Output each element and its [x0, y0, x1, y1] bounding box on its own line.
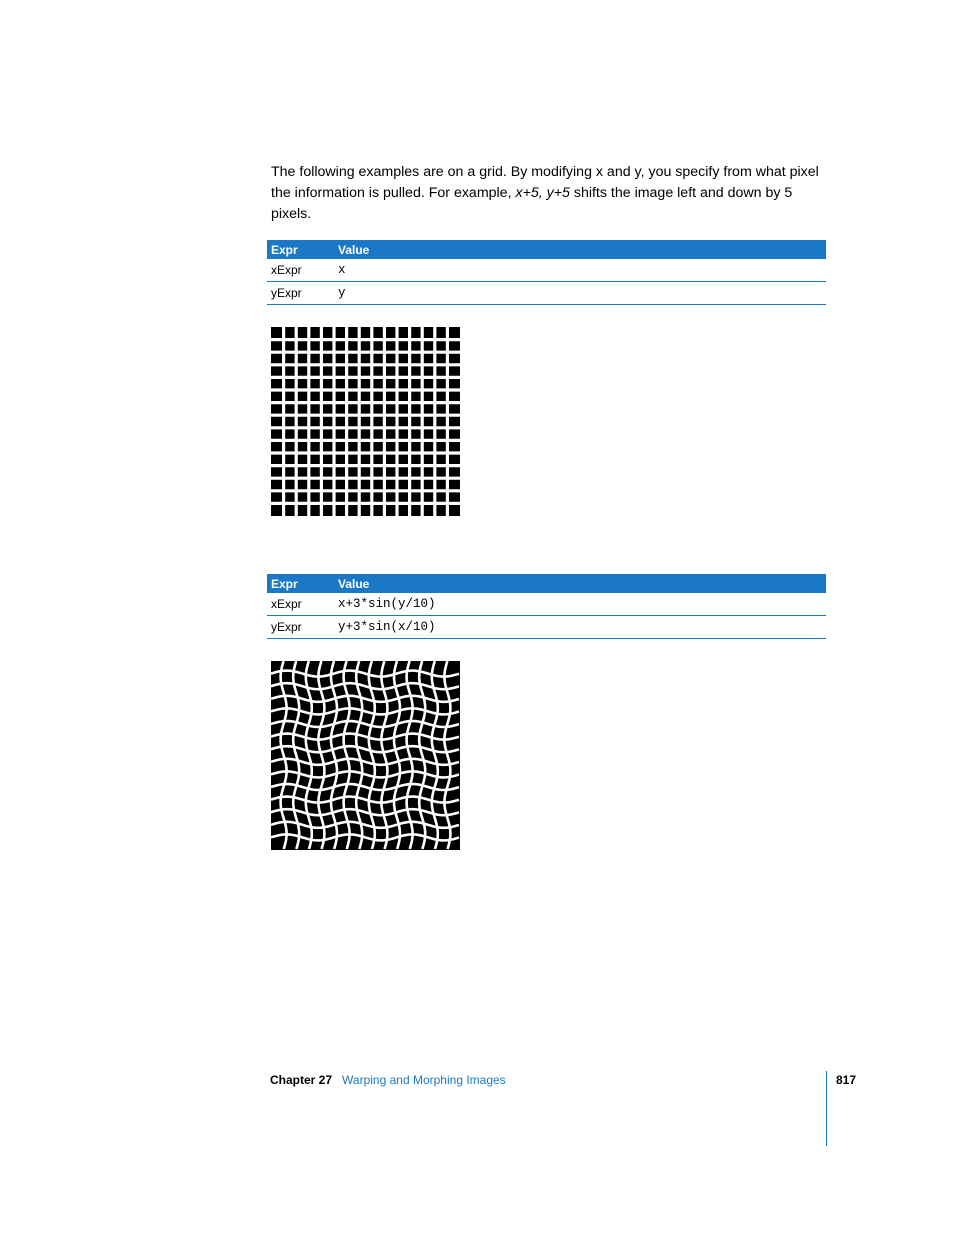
row-expr: xExpr: [267, 259, 334, 282]
intro-text-before: The following examples are on a grid. By modifying x and y, you specify from what pixel the information is pulled. For example,: [271, 164, 819, 201]
table-header-row: [267, 574, 826, 593]
header-expr: Expr: [267, 574, 334, 593]
header-expr: Expr: [267, 240, 334, 259]
row-expr: yExpr: [267, 282, 334, 305]
grid-background: [271, 327, 460, 516]
intro-text-after: shifts the image left and down by 5 pixels.: [271, 185, 793, 222]
table-header-row: [267, 240, 826, 259]
row-value: y: [334, 282, 826, 305]
header-value: Value: [334, 574, 826, 593]
table-row: [267, 593, 826, 616]
footer: [270, 1073, 506, 1087]
warped-grid-image: [271, 661, 460, 850]
row-value: y+3*sin(x/10): [334, 616, 826, 639]
expr-table-sine-warp: [267, 574, 826, 639]
expr-table-identity: [267, 240, 826, 305]
plain-grid-image: [271, 327, 460, 516]
chapter-label: Chapter 27: [270, 1073, 333, 1087]
row-value: x+3*sin(y/10): [334, 593, 826, 616]
table-row: [267, 259, 826, 282]
page-number-rule: [826, 1071, 827, 1146]
grid-background: [271, 661, 460, 850]
table-row: [267, 282, 826, 305]
chapter-title-link[interactable]: Warping and Morphing Images: [342, 1073, 506, 1087]
row-expr: yExpr: [267, 616, 334, 639]
page-number: 817: [836, 1073, 857, 1087]
header-value: Value: [334, 240, 826, 259]
intro-paragraph: [271, 162, 831, 225]
row-expr: xExpr: [267, 593, 334, 616]
table-row: [267, 616, 826, 639]
row-value: x: [334, 259, 826, 282]
intro-example-expr: x+5, y+5: [515, 185, 570, 201]
